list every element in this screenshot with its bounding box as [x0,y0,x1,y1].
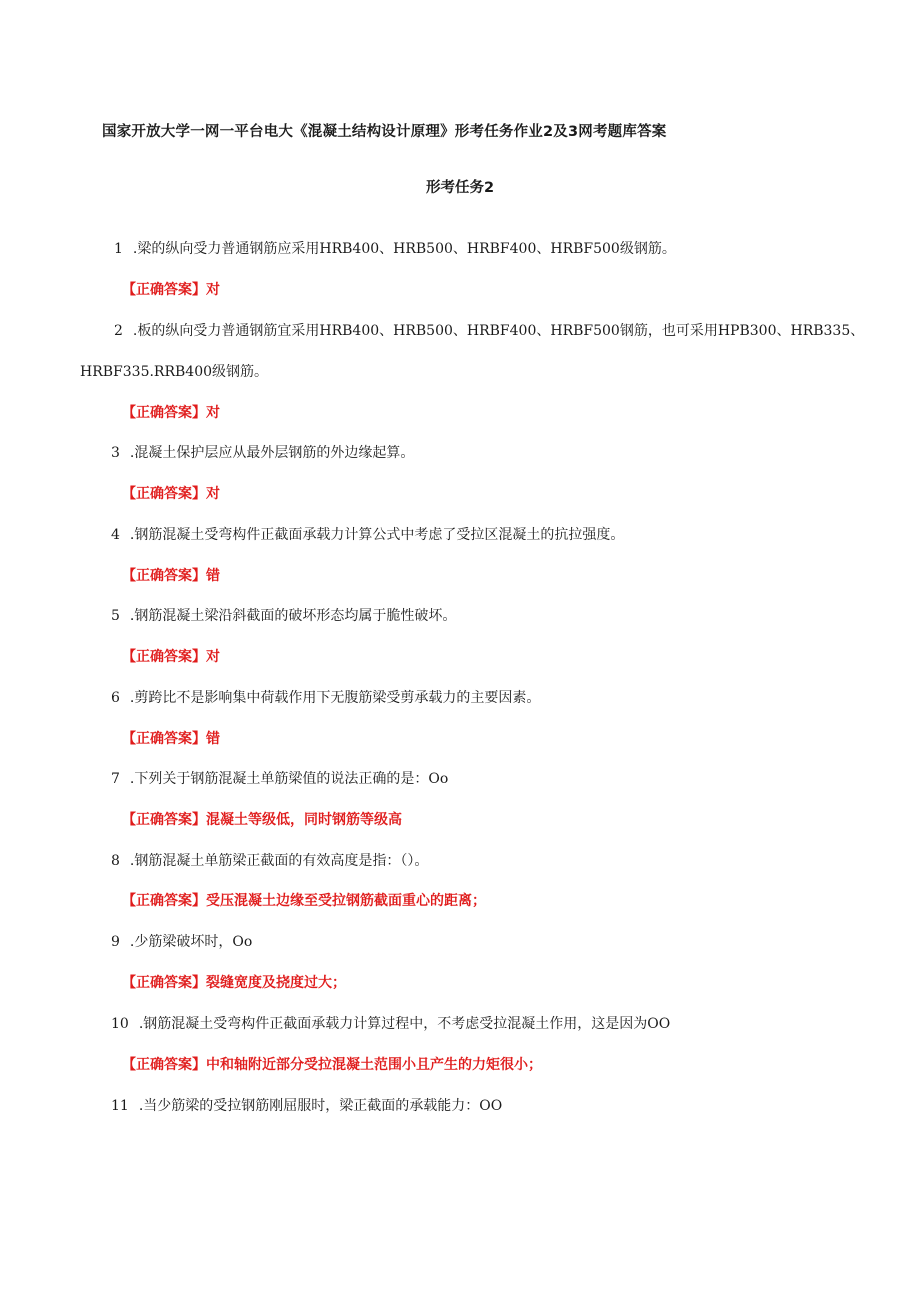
answer-text: 混凝土等级低，同时钢筋等级高 [206,812,402,828]
answer-label: 【正确答案】 [122,649,206,665]
question-number: 10 [111,1016,129,1032]
answer-text: 对 [206,649,220,665]
question-text: 少筋梁破坏时，Oo [134,934,253,950]
question-item: 6 .剪跨比不是影响集中荷载作用下无腹筋梁受剪承载力的主要因素。 [111,690,541,706]
answer-line [122,1054,542,1074]
question-text: 钢筋混凝土受弯构件正截面承载力计算过程中，不考虑受拉混凝土作用，这是因为OO [143,1016,671,1032]
answer-line [122,402,220,422]
answer-line [122,728,220,748]
question-item: 8 .钢筋混凝土单筋梁正截面的有效高度是指：（）。 [111,853,429,869]
question-text: 下列关于钢筋混凝土单筋梁值的说法正确的是：Oo [134,771,449,787]
question-item: 11 .当少筋梁的受拉钢筋刚屈服时，梁正截面的承载能力：OO [111,1098,503,1114]
question-number: 9 [111,934,120,950]
question-text: 梁的纵向受力普通钢筋应采用HRB400、HRB500、HRBF400、HRBF500级钢筋。 [137,241,676,257]
answer-line [122,565,220,585]
answer-text: 错 [206,568,220,584]
answer-text: 错 [206,731,220,747]
answer-label: 【正确答案】 [122,893,206,909]
question-text: 混凝土保护层应从最外层钢筋的外边缘起算。 [134,445,415,461]
question-number: 7 [111,771,120,787]
answer-text: 裂缝宽度及挠度过大； [206,975,346,991]
answer-line [122,890,486,910]
answer-text: 中和轴附近部分受拉混凝土范围小且产生的力矩很小； [206,1057,542,1073]
answer-label: 【正确答案】 [122,486,206,502]
question-text: 剪跨比不是影响集中荷载作用下无腹筋梁受剪承载力的主要因素。 [134,690,541,706]
answer-line [122,809,402,829]
answer-label: 【正确答案】 [122,975,206,991]
question-item: 3 .混凝土保护层应从最外层钢筋的外边缘起算。 [111,445,415,461]
question-text: 钢筋混凝土单筋梁正截面的有效高度是指：（）。 [134,853,429,869]
question-item: 5 .钢筋混凝土梁沿斜截面的破坏形态均属于脆性破坏。 [111,608,457,624]
question-number: 1 [114,241,123,257]
answer-label: 【正确答案】 [122,731,206,747]
question-number: 6 [111,690,120,706]
question-number: 5 [111,608,120,624]
question-text: 钢筋混凝土受弯构件正截面承载力计算公式中考虑了受拉区混凝土的抗拉强度。 [134,527,625,543]
answer-label: 【正确答案】 [122,282,206,298]
question-number: 11 [111,1098,129,1114]
answer-label: 【正确答案】 [122,405,206,421]
answer-text: 对 [206,405,220,421]
question-item: 9 .少筋梁破坏时，Oo [111,934,253,950]
answer-line [122,279,220,299]
question-item: 7 .下列关于钢筋混凝土单筋梁值的说法正确的是：Oo [111,771,449,787]
answer-text: 对 [206,486,220,502]
question-item: 4 .钢筋混凝土受弯构件正截面承载力计算公式中考虑了受拉区混凝土的抗拉强度。 [111,527,625,543]
answer-label: 【正确答案】 [122,568,206,584]
answer-text: 受压混凝土边缘至受拉钢筋截面重心的距离； [206,893,486,909]
question-item: 10 .钢筋混凝土受弯构件正截面承载力计算过程中，不考虑受拉混凝土作用，这是因为OO [111,1016,671,1032]
question-text: 板的纵向受力普通钢筋宜采用HRB400、HRB500、HRBF400、HRBF500钢筋，也可采用HPB300、HRB335、 [137,323,865,339]
answer-label: 【正确答案】 [122,812,206,828]
question-item: 2 .板的纵向受力普通钢筋宜采用HRB400、HRB500、HRBF400、HRBF500钢筋，也可采用HPB300、HRB335、 [114,323,865,339]
answer-line [122,972,346,992]
document-title: 国家开放大学一网一平台电大《混凝土结构设计原理》形考任务作业2及3网考题库答案 [102,124,667,140]
answer-label: 【正确答案】 [122,1057,206,1073]
question-number: 3 [111,445,120,461]
question-number: 4 [111,527,120,543]
question-text: 钢筋混凝土梁沿斜截面的破坏形态均属于脆性破坏。 [134,608,457,624]
question-number: 8 [111,853,120,869]
question-text: 当少筋梁的受拉钢筋刚屈服时，梁正截面的承载能力：OO [143,1098,503,1114]
answer-line [122,483,220,503]
answer-text: 对 [206,282,220,298]
answer-line [122,646,220,666]
question-number: 2 [114,323,123,339]
question-text-continuation: HRBF335.RRB400级钢筋。 [80,364,269,380]
question-item: 1 .梁的纵向受力普通钢筋应采用HRB400、HRB500、HRBF400、HRBF500级钢筋。 [114,241,676,257]
section-title: 形考任务2 [425,180,495,196]
